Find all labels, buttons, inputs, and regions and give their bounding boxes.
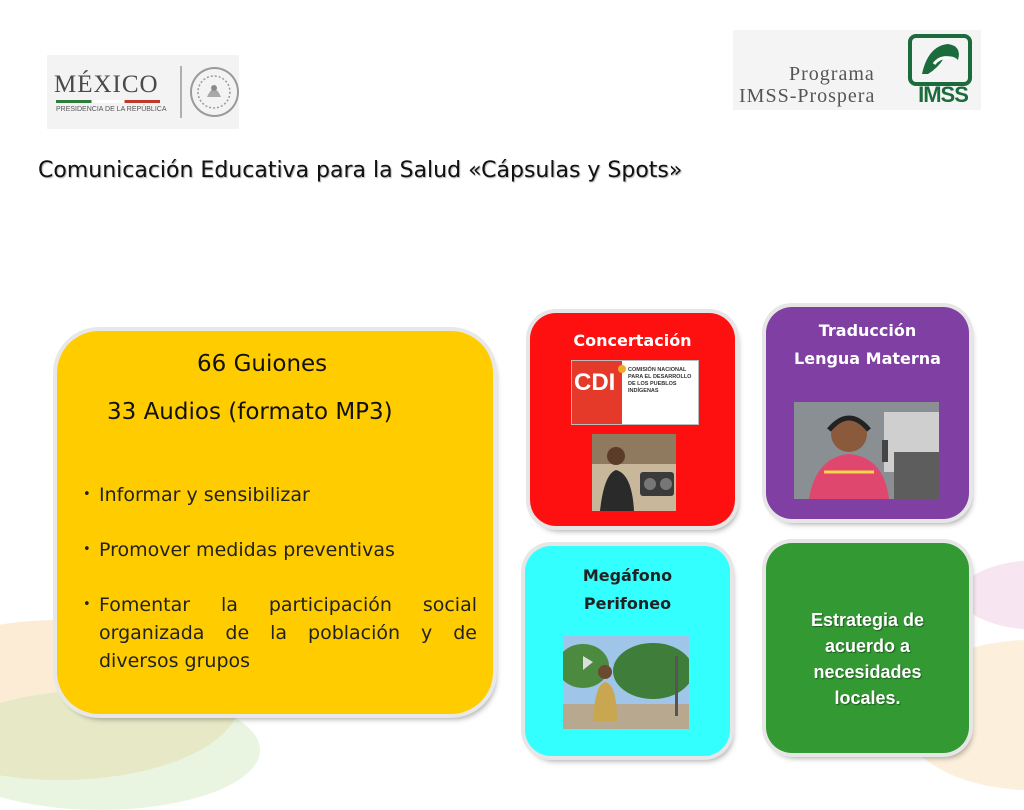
cdi-logo: [571, 360, 699, 425]
program-line1: Programa: [789, 63, 875, 85]
imss-wordmark: IMSS: [918, 82, 968, 107]
bullet-icon: •: [83, 597, 91, 612]
mexico-logo-subtitle: PRESIDENCIA DE LA REPÚBLICA: [56, 105, 167, 113]
bullet-icon: •: [83, 542, 91, 557]
guiones-count: 66 Guiones: [197, 351, 328, 377]
decorative-swoosh: [960, 560, 1024, 630]
program-name: [739, 63, 875, 107]
cdi-dot-icon: [618, 365, 626, 373]
lengua-materna-label: Lengua Materna: [794, 349, 941, 368]
radio-host-photo: [794, 402, 939, 499]
imss-prospera-logo: [733, 30, 981, 110]
concertacion-label: Concertación: [573, 331, 692, 350]
traduccion-card: [766, 307, 969, 519]
page-title: Comunicación Educativa para la Salud «Cápsulas y Spots»: [38, 158, 683, 183]
national-seal-icon: [190, 67, 239, 117]
mexico-logo-title: MÉXICO: [54, 70, 159, 98]
list-item: [83, 591, 477, 675]
cdi-logo-text: COMISIÓN NACIONAL PARA EL DESARROLLO DE LOS PUEBLOS INDÍGENAS: [628, 367, 692, 394]
list-item-text: Fomentar la participación social organizada de la población y de diversos grupos: [99, 594, 477, 672]
mexico-presidency-logo: [47, 55, 239, 129]
objectives-list: [83, 481, 477, 702]
estrategia-text: Estrategia de acuerdo a necesidades locales.: [810, 610, 925, 708]
logo-separator: [180, 66, 182, 118]
guiones-audios-card: [57, 331, 493, 714]
bullet-icon: •: [83, 487, 91, 502]
megafono-label: Megáfono: [582, 566, 673, 585]
estrategia-card: [766, 543, 969, 753]
list-item: [83, 536, 477, 564]
traduccion-label: Traducción: [818, 321, 917, 340]
megaphone-person-photo: [563, 636, 689, 729]
concertacion-card: [530, 313, 735, 526]
perifoneo-label: Perifoneo: [583, 594, 672, 613]
list-item-text: Informar y sensibilizar: [99, 484, 310, 506]
flag-colors-bar: [56, 100, 160, 103]
imss-eagle-icon: [908, 34, 972, 86]
program-line2: IMSS-Prospera: [739, 85, 876, 107]
audios-count: 33 Audios (formato MP3): [107, 399, 393, 425]
megafono-card: [525, 546, 730, 756]
list-item-text: Promover medidas preventivas: [99, 539, 395, 561]
cdi-logo-letters: CDI: [574, 369, 616, 396]
list-item: [83, 481, 477, 509]
radio-worker-photo: [592, 434, 676, 511]
